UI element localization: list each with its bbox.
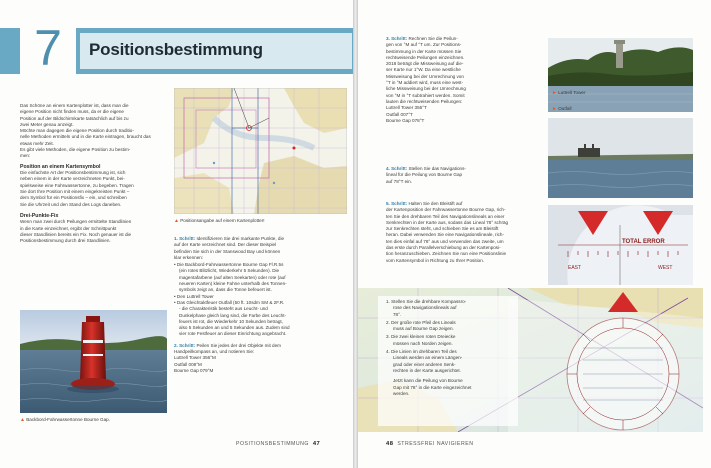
right-page — [358, 0, 711, 468]
protractor-closeup — [548, 205, 693, 285]
buoy-photo — [20, 310, 167, 413]
intro-text: Das Schöne an einem Kartenplotter ist, dass man die eigene Position nicht finden muss, da er die eigene Position auf der Bildschirmkarte tatsächlich auf bis zu zwei Meter genau anzeigt. Möchte man dagegen die eigene Position durch traditio- nelle Methoden ermitteln und in die Karte eintragen, braucht das etwas mehr Zeit. Es gibt viele Methoden, die eigene Position zu bestim- men: — [20, 103, 151, 159]
instruction-item-2: 2. Der große rote Pfeil des Lineals muss auf Bourne Gap zeigen. — [386, 319, 456, 332]
pointer-icon: ► — [552, 90, 557, 96]
pointer-icon: ► — [552, 106, 557, 112]
step-2: 2. Schritt: Peilen Sie jedes der drei Objekte mit dem Handpeilkompass an, und notieren Sie: Luttrell Tower 356°M Outfall 008°M Bourne Gap 079°M — [174, 342, 281, 373]
ruler-instructions — [386, 299, 516, 397]
left-footer: POSITIONSBESTIMMUNG 47 — [236, 441, 321, 447]
step-5: 5. Schritt: Halten Sie den Bleistift auf der Kartenposition der Fahrwassertonne Bourne Gap, rich- ten Sie den drehbaren Teil des Navigationslineals an einer Senkrechten in der Karte aus, sodass das Lineal 78° schräg zur Senkrechten steht, und schieben Sie es am Bleistift heran. Dabei verwenden Sie eine Navigationslineale, rich- ten dies einfal auf 78° aus und verwenden das zweite, um das erste durch Parallelverschiebung an der Kartenposi- tion heranzuschieben. Zeichnen Sie nun eine Positionslinie vom Kartensymbol in Richtung zu Ihrer Position. — [386, 201, 509, 263]
step-3: 3. Schritt: Rechnen Sie die Peilun- gen von °M auf °T um. Zur Positions- bestimmung in der Karte müssen Sie rechtweisende Peilungen einzeichnen. 2018 beträgt die Missweisung auf die- ser Karte nur 1°W. Da eine westliche Missweisung bei der Umrechnung von °T in °M addiert wird, muss eine west- liche Missweisung bei der Umrechnung von °M in °T subtrahiert werden. Somit lauten die rechtweisenden Peilungen: Luttrell Tower 355°T Outfall 007°T Bourne Gap 078°T — [386, 36, 466, 123]
instruction-item-1: 1. Stellen Sie die drehbare Kompassro- rose des Navigationslineals auf 78°. — [386, 299, 467, 317]
chapter-title: Positionsbestimmung — [89, 40, 263, 59]
outfall-photo — [548, 118, 693, 198]
label-outfall: ► Outfall — [552, 106, 572, 112]
left-column — [20, 103, 170, 244]
bullet-item: • Die Backbord-Fahrwassertonne Bourne Gap Fl.R.5s (ein rotes Blitzlicht, Wiederkehr 5 Sekunden). Die magentafarbene (auf alten Seekarten) oder rote (auf neueren Karten) kleine Fahne unterhalb des Tonnen- symbols zeigt an, dass die Tonne befeuert ist. — [174, 262, 287, 293]
section-text-drei-punkte: Wenn man zwei durch Peilungen ermittelte Standlinien in die Karte einzeichnet, ergibt der Schnittpunkt dieser Standlinien bereits ein Fix. Noch genauer ist die Positionsbestimmung durch drei Standlinien. — [20, 219, 132, 244]
section-heading-kartensymbol: Position an einem Kartensymbol — [20, 163, 101, 170]
protractor-label-east: EAST — [568, 265, 582, 271]
page-number: 48 — [386, 441, 394, 447]
chapter-number: 7 — [34, 20, 62, 76]
bullet-list — [174, 262, 346, 338]
bullet-item: • Das Gleichtaktfeuer Outfall (50 ft. 10sdm SM & 2F.R. - die Charakteristik besteht aus Leucht- und Dunkelphase gleich lang sind, die Farbe des Leucht- feuers ist rot, die Wiederkehr 10 Sekunden betragt, also 5 Sekunden an und 5 Sekunden aus. Zudem sind vier rote Festfeuer an dieser Einrichtung angebracht. — [174, 299, 290, 337]
label-luttrell-tower: ► Luttrell Tower — [552, 90, 586, 96]
chartplotter-image — [174, 88, 347, 214]
buoy-photo-caption: ▲ Backbord-Fahrwassertonne Bourne Gap. — [20, 417, 110, 423]
section-heading-drei-punkte: Drei-Punkte-Fix — [20, 212, 59, 219]
section-text-kartensymbol: Die einfachste Art der Positionsbestimmung ist, sich neben einem in der Karte verzeichneten Punkt, bei- spielsweise eine Fahrwassertonne, zu begeben. Tragen Sie dort Ihre Position mit einem eingekreisten Punkt – dem Symbol für ein Positionsfix – ein, und schreiben Sie die Uhrzeit und den Stand des Logs daneben. — [20, 170, 134, 207]
chartplotter-caption: ▲ Positionsangabe auf einem Kartenplotter! — [174, 218, 265, 224]
step-1: 1. Schritt: Identifizieren Sie drei markante Punkte, die auf der Karte verzeichnet sind. Der dieser Beispiel befinden Sie sich in der Stanswood Bay und können klar erkennen: — [174, 236, 285, 260]
left-page — [0, 0, 353, 468]
left-page-column-2 — [174, 236, 346, 374]
protractor-label-total-error: TOTAL ERROR — [622, 239, 665, 245]
protractor-label-west: WEST — [658, 265, 673, 271]
right-footer: 48 STRESSFREI NAVIGIEREN — [386, 441, 474, 447]
instruction-item-4: 4. Die Linien im drehbaren Teil des Lineals werden an einem Längen- grad oder einer anderen Senk- rechten in der Karte ausgerichtet. — [386, 349, 463, 373]
step-4: 4. Schritt: Stellen Sie das Navigations- lineal für die Peilung von Bourne Gap auf 78°T ein. — [386, 166, 466, 184]
instruction-tail: Jetzt kann die Peilung von Bourne Gap mit 78° in die Karte eingezeichnet werden. — [393, 378, 472, 396]
instruction-item-3: 3. Die zwei kleinen roten Dreiecke müssen nach Norden zeigen. — [386, 334, 456, 346]
caption-marker-icon: ▲ — [20, 417, 25, 423]
bullet-item: • Den Luttrell Tower — [174, 293, 214, 299]
page-number: 47 — [312, 441, 321, 447]
luttrell-tower-photo — [548, 38, 693, 112]
caption-marker-icon: ▲ — [174, 218, 179, 224]
